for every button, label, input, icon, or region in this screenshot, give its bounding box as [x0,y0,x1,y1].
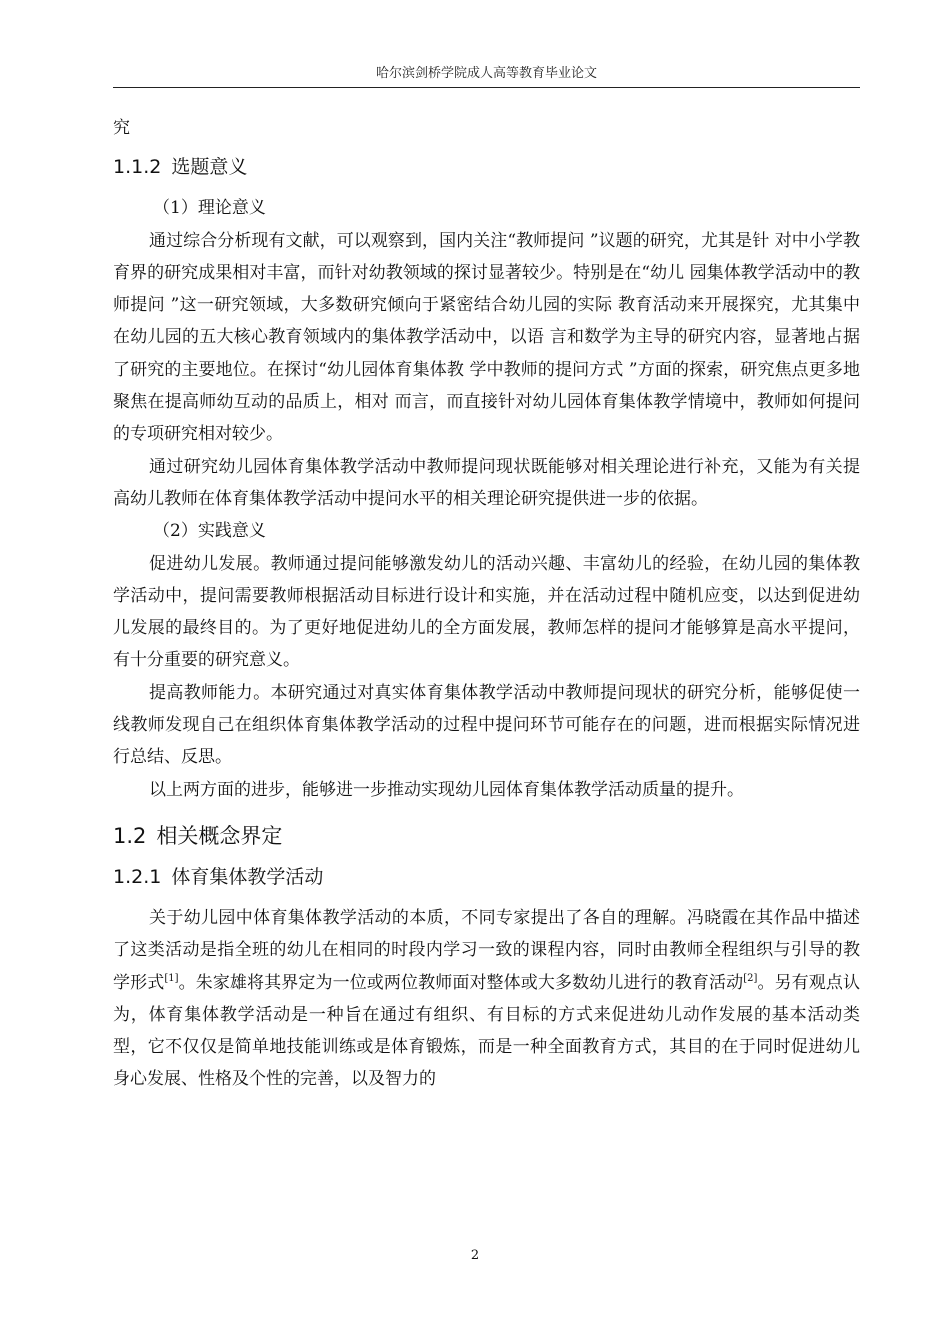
citation-ref-2: [2] [743,972,758,984]
paragraph-practice-3: 以上两方面的进步，能够进一步推动实现幼儿园体育集体教学活动质量的提升。 [149,779,744,800]
section-number: 1.2.1 [113,865,162,888]
section-heading-1-2 [113,822,860,850]
paragraph-practice-2: 提高教师能力。本研究通过对真实体育集体教学活动中教师提问现状的研究分析，能够促使一线教师发现自己在组织体育集体教学活动的过程中提问环节可能存在的问题，进而根据实际情况进行总结、反思。 [113,682,860,768]
section-title: 选题意义 [171,156,248,179]
section-number: 1.1.2 [113,156,162,179]
subsection-label-theory: （1）理论意义 [153,198,266,219]
paragraph-theory-2: 通过研究幼儿园体育集体教学活动中教师提问现状既能够对相关理论进行补充，又能为有关提高幼儿教师在体育集体教学活动中提问水平的相关理论研究提供进一步的依据。 [113,456,860,509]
paragraph-theory-1: 通过综合分析现有文献，可以观察到，国内关注“教师提问 ”议题的研究，尤其是针 对中小学教育界的研究成果相对丰富，而针对幼教领域的探讨显著较少。特别是在“幼儿 园集体教学活动中的教师提问 ”这一研究领域，大多数研究倾向于紧密结合幼儿园的实际 教育活动来开展探究，尤其集中在幼儿园的五大核心教育领域内的集体教学活动中，以语 言和数学为主导的研究内容，显著地占据了研究的主要地位。在探讨“幼儿园体育集体教 学中教师的提问方式 ”方面的探索，研究焦点更多地聚焦在提高师幼互动的品质上，相对 而言，而直接针对幼儿园体育集体教学情境中，教师如何提问的专项研究相对较少。 [113,230,860,445]
section-number: 1.2 [113,823,147,848]
definition-text-2: 。朱家雄将其界定为一位或两位教师面对整体或大多数幼儿进行的教育活动 [178,972,744,993]
section-heading-1-2-1 [113,864,860,890]
section-title: 体育集体教学活动 [171,865,324,888]
subsection-label-practice: （2）实践意义 [153,521,266,542]
citation-ref-1: [1] [164,972,179,984]
page-number: 2 [470,1248,480,1263]
paragraph-practice-1: 促进幼儿发展。教师通过提问能够激发幼儿的活动兴趣、丰富幼儿的经验，在幼儿园的集体教学活动中，提问需要教师根据活动目标进行设计和实施，并在活动过程中随机应变，以达到促进幼儿发展的最终目的。为了更好地促进幼儿的全方面发展，教师怎样的提问才能够算是高水平提问，有十分重要的研究意义。 [113,553,860,671]
definition-text-3: 。另有观点认为，体育集体教学活动是一种旨在通过有组织、有目标的方式来促进幼儿动作发展的基本活动类型，它不仅仅是简单地技能训练或是体育锻炼，而是一种全面教育方式，其目的在于同时促进幼儿身心发展、性格及个性的完善，以及智力的 [113,972,861,1090]
paragraph-definition [113,902,860,1096]
section-heading-1-1-2 [113,154,860,180]
continued-text: 究 [113,118,130,138]
section-title: 相关概念界定 [156,823,283,848]
definition-text-1: 关于幼儿园中体育集体教学活动的本质，不同专家提出了各自的理解。冯晓霞在其作品中描述了这类活动是指全班的幼儿在相同的时段内学习一致的课程内容，同时由教师全程组织与引导的教学形式 [113,907,860,993]
header-divider [113,87,860,88]
page-body [113,112,860,1096]
running-header: 哈尔滨剑桥学院成人高等教育毕业论文 [375,66,597,81]
